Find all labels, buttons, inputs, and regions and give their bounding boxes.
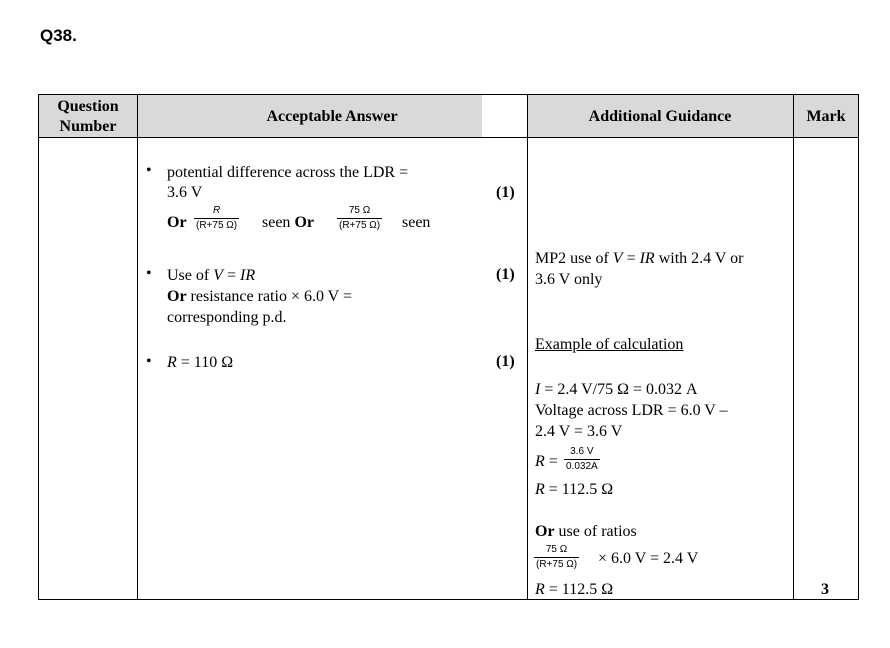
header-mark: Mark <box>806 107 846 125</box>
or-heading <box>535 522 637 542</box>
header-additional-guidance: Additional Guidance <box>588 107 732 125</box>
question-label: Q38. <box>40 26 77 45</box>
fraction-ratio <box>534 544 579 571</box>
answer-3-line-1: R = 110 Ω <box>167 354 234 371</box>
total-mark: 3 <box>821 581 829 598</box>
fraction-numerator: 75 Ω <box>348 205 371 216</box>
or-text: Or <box>535 523 555 540</box>
fraction-voltage-over-current <box>564 446 600 473</box>
answer-1-seen-or <box>262 213 314 233</box>
answer-1-or: Or <box>167 214 187 231</box>
header-question-number: Question Number <box>57 97 119 135</box>
answer-2-line-1: Use of V = IR <box>167 267 256 284</box>
ratios-text: use of ratios <box>558 523 637 540</box>
seen-text: seen <box>262 214 295 231</box>
fraction-denominator: 0.032A <box>566 461 598 472</box>
calc-line-3: 2.4 V = 3.6 V <box>535 423 623 440</box>
calc-line-1: I = 2.4 V/75 Ω = 0.032 A <box>535 381 698 398</box>
fraction-numerator: 75 Ω <box>545 544 568 555</box>
example-heading: Example of calculation <box>535 336 684 353</box>
answer-3-mark: (1) <box>496 353 515 370</box>
guidance-mp2-line-2: 3.6 V only <box>535 271 603 288</box>
calc-line-2: Voltage across LDR = 6.0 V – <box>535 402 728 419</box>
bullet-icon: • <box>146 265 152 282</box>
calc-line-4-prefix: R = <box>535 453 558 470</box>
answer-2-line-2 <box>167 287 352 307</box>
answer-1-mark: (1) <box>496 184 515 201</box>
column-divider <box>527 95 528 599</box>
answer-2-mark: (1) <box>496 266 515 283</box>
column-divider <box>137 95 138 599</box>
calc-line-5: R = 112.5 Ω <box>535 481 614 498</box>
fraction-denominator: (R+75 Ω) <box>339 220 381 231</box>
header-acceptable-answer: Acceptable Answer <box>266 107 398 125</box>
mark-scheme-table <box>38 94 859 600</box>
guidance-mp2-line-1: MP2 use of V = IR with 2.4 V or <box>535 250 744 267</box>
column-divider <box>793 95 794 599</box>
fraction-denominator: (R+75 Ω) <box>536 559 578 570</box>
fraction-numerator: R <box>212 205 221 216</box>
or-text: Or <box>167 288 187 305</box>
answer-1-line-2: 3.6 V <box>167 184 203 201</box>
fraction-numerator: 3.6 V <box>570 446 594 457</box>
bullet-icon: • <box>146 162 152 179</box>
or-text: Or <box>294 214 314 231</box>
final-answer: R = 112.5 Ω <box>535 581 614 598</box>
fraction-75-over-total <box>337 205 382 232</box>
bullet-icon: • <box>146 353 152 370</box>
answer-2-line-3: corresponding p.d. <box>167 309 287 326</box>
ratio-text: resistance ratio × 6.0 V = <box>190 288 352 305</box>
ratio-result: × 6.0 V = 2.4 V <box>598 550 699 567</box>
fraction-denominator: (R+75 Ω) <box>196 220 238 231</box>
answer-1-seen: seen <box>402 214 431 231</box>
fraction-r-over-total <box>194 205 239 232</box>
answer-1-line-1: potential difference across the LDR = <box>167 164 409 181</box>
